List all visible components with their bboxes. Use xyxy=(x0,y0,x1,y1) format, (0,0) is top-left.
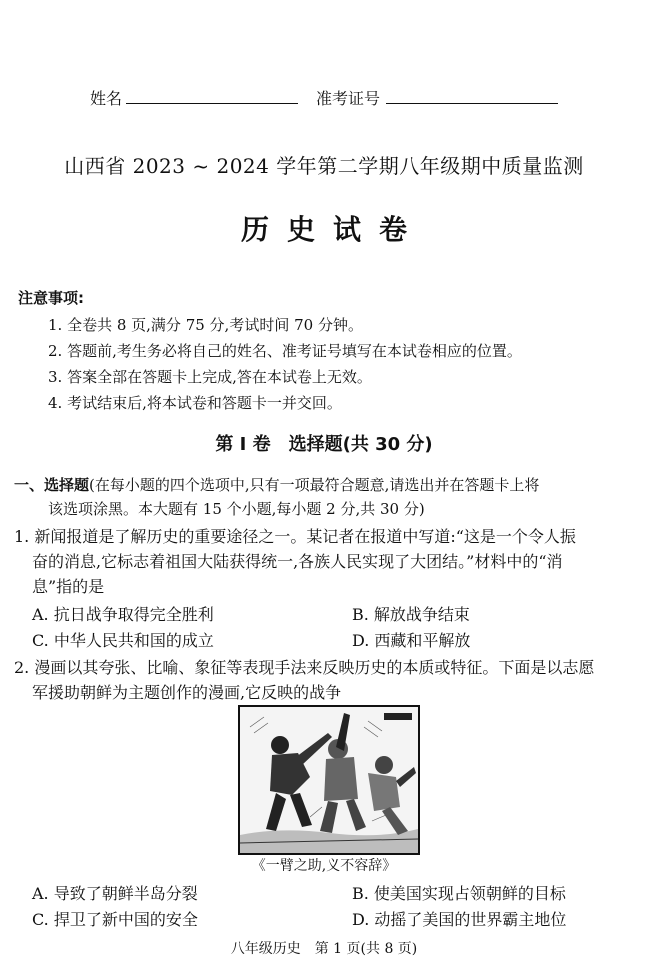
part-desc-line2: 该选项涂黑。本大题有 15 个小题,每小题 2 分,共 30 分) xyxy=(48,500,425,518)
question-2-option-a[interactable]: A. 导致了朝鲜半岛分裂 xyxy=(32,884,198,903)
notice-item: 2. 答题前,考生务必将自己的姓名、准考证号填写在本试卷相应的位置。 xyxy=(48,342,522,360)
part-desc-line1: (在每小题的四个选项中,只有一项最符合题意,请选出并在答题卡上将 xyxy=(89,476,540,494)
question-2-line: 军援助朝鲜为主题创作的漫画,它反映的战争 xyxy=(32,683,342,702)
question-2-option-c[interactable]: C. 捍卫了新中国的安全 xyxy=(32,910,198,929)
page-footer: 八年级历史 第 1 页(共 8 页) xyxy=(230,941,418,957)
question-1-line: 1. 新闻报道是了解历史的重要途径之一。某记者在报道中写道:“这是一个令人振 xyxy=(14,527,576,546)
name-field[interactable] xyxy=(126,86,298,104)
question-2-option-b[interactable]: B. 使美国实现占领朝鲜的目标 xyxy=(352,884,566,903)
part-label: 一、选择题 xyxy=(14,476,90,494)
cartoon-caption: 《一臂之助,义不容辞》 xyxy=(251,858,397,874)
question-2-option-d[interactable]: D. 动摇了美国的世界霸主地位 xyxy=(352,910,567,929)
section-title: 第 Ⅰ 卷 选择题(共 30 分) xyxy=(215,434,433,455)
cartoon-drawing xyxy=(240,707,418,853)
question-1-option-c[interactable]: C. 中华人民共和国的成立 xyxy=(32,631,214,650)
exam-number-label: 准考证号 xyxy=(316,89,381,108)
cartoon-image xyxy=(238,705,420,855)
exam-region-title: 山西省 2023 ~ 2024 学年第二学期八年级期中质量监测 xyxy=(64,154,584,178)
notice-title: 注意事项: xyxy=(18,289,84,307)
subject-title: 历史试卷 xyxy=(240,213,425,246)
part-instructions xyxy=(14,473,638,497)
notice-item: 1. 全卷共 8 页,满分 75 分,考试时间 70 分钟。 xyxy=(48,316,363,334)
question-2-line: 2. 漫画以其夸张、比喻、象征等表现手法来反映历史的本质或特征。下面是以志愿 xyxy=(14,658,595,677)
question-1-option-d[interactable]: D. 西藏和平解放 xyxy=(352,631,471,650)
question-1-line: 息”指的是 xyxy=(32,577,105,596)
name-label: 姓名 xyxy=(90,89,123,108)
question-1-option-a[interactable]: A. 抗日战争取得完全胜利 xyxy=(32,605,214,624)
exam-number-field[interactable] xyxy=(386,86,558,104)
question-1-line: 奋的消息,它标志着祖国大陆获得统一,各族人民实现了大团结。”材料中的“消 xyxy=(32,552,563,571)
question-1-option-b[interactable]: B. 解放战争结束 xyxy=(352,605,470,624)
notice-item: 3. 答案全部在答题卡上完成,答在本试卷上无效。 xyxy=(48,368,372,386)
notice-item: 4. 考试结束后,将本试卷和答题卡一并交回。 xyxy=(48,394,342,412)
